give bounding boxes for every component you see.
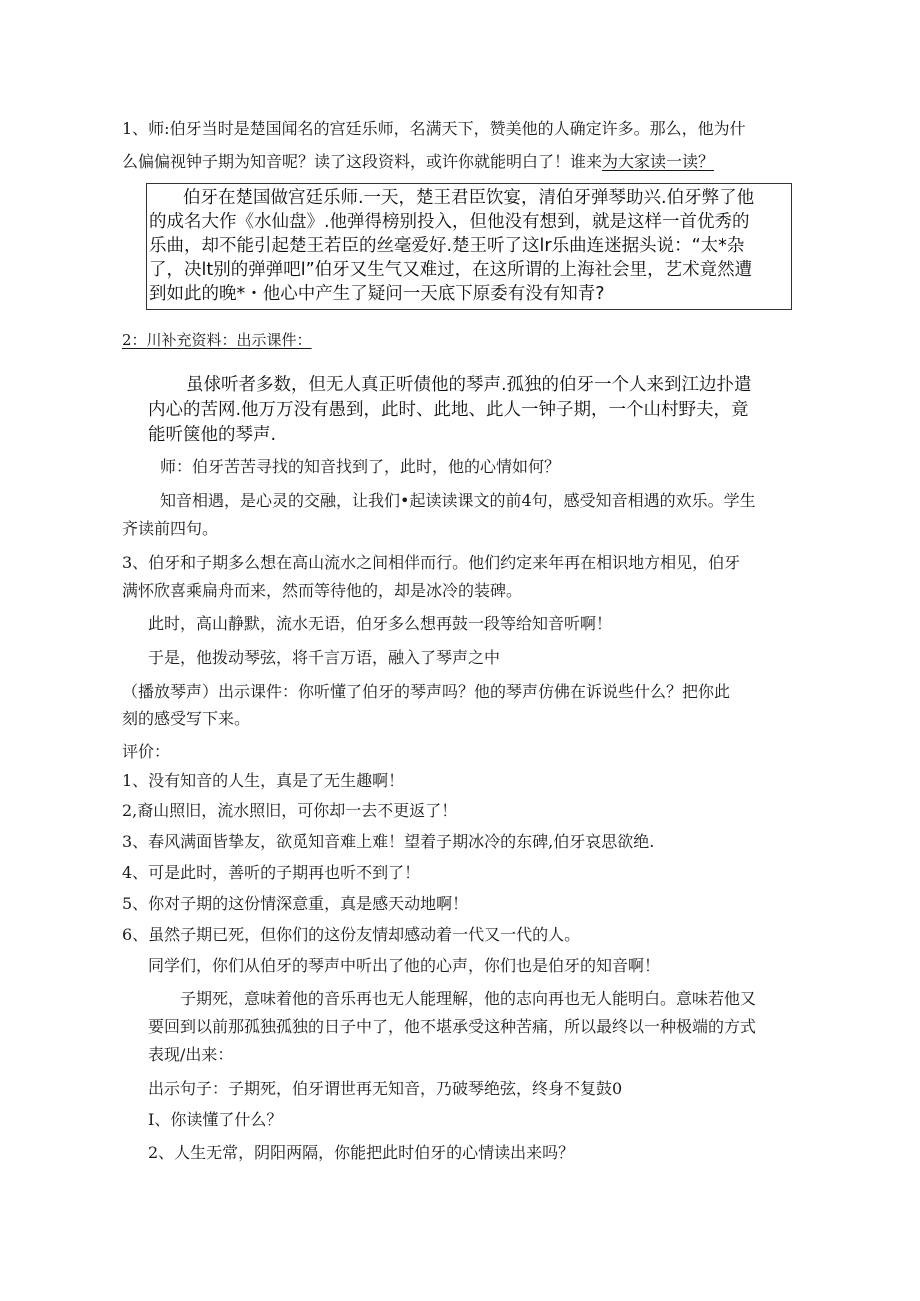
silent-line: 此时，高山静默，流水无语，伯牙多么想再鼓一段等给知音听啊！ — [148, 614, 613, 633]
eval-item: 3、春风满面皆挚友，欲觅知音难上难！望着子期冰冷的东碑,伯牙哀思欲绝. — [122, 832, 655, 851]
box-line-2: 的成名大作《水仙盘》.他弹得榜别投入，但他没有想到，就是这样一首优秀的 — [149, 212, 750, 232]
q3-line-1: 3、伯牙和子期多么想在高山流水之间相伴而行。他们约定来年再在相识地方相见，伯牙 — [122, 553, 741, 572]
play-line-2: 刻的感受写下来。 — [122, 709, 251, 728]
final-question-2: 2、人生无常，阴阳两隔，你能把此时伯牙的心情读出来吗？ — [148, 1143, 575, 1162]
q1-line-2 — [122, 151, 714, 173]
box-line-4: 了，决lt别的弹弹吧l”伯牙又生气又难过，在这所谓的上海社会里，艺术竟然遭 — [149, 260, 753, 280]
meet-line-2: 齐读前四句。 — [122, 519, 219, 538]
classmates-line: 同学们，你们从伯牙的琴声中听出了他的心声，你们也是伯牙的知音啊！ — [148, 956, 661, 975]
q1-line-1: 1、师:伯牙当时是楚国闻名的宫廷乐师，名满天下，赞美他的人确定许多。那么，他为什 — [122, 119, 746, 138]
eval-item: 6、虽然子期已死，但你们的这份友情却感动着一代又一代的人。 — [122, 925, 581, 944]
quoted-sentence: 出示句子：子期死，伯牙谓世再无知音，乃破琴绝弦，终身不复鼓0 — [148, 1079, 623, 1098]
passage2-line-1: 虽俅听者多数，但无人真正听债他的琴声.孤独的伯牙一个人来到江边扑遣 — [186, 375, 752, 395]
death-line-2: 要回到以前那孤独孤独的日子中了，他不堪承受这种苦痛，所以最终以一种极端的方式 — [148, 1017, 757, 1036]
q3-line-2: 满怀欣喜乘扁舟而来，然而等待他的，却是冰冷的装碑。 — [122, 581, 523, 600]
death-line-1: 子期死，意味着他的音乐再也无人能理解，他的志向再也无人能明白。意味若他又 — [180, 989, 757, 1008]
q2-heading: 2：川补充资料：出示课件： — [122, 331, 312, 349]
eval-item: 4、可是此时，善听的子期再也听不到了！ — [122, 863, 421, 882]
meet-line-1: 知音相遇，是心灵的交融，让我们•起读读课文的前4句，感受知音相遇的欢乐。学生 — [160, 491, 756, 510]
box-line-3: 乐曲，却不能引起楚王若臣的丝毫爱好.楚王听了这lr乐曲连迷据头说：“太*杂 — [149, 236, 745, 256]
play-line-1: （播放琴声）出示课件：你听懂了伯牙的琴声吗？他的琴声仿佛在诉说些什么？把你此 — [122, 682, 731, 701]
passage2-line-3: 能听箧他的琴声. — [148, 425, 277, 445]
final-question-1: I、你读懂了什么？ — [148, 1110, 283, 1129]
eval-item: 1、没有知音的人生，真是了无生趣啊！ — [122, 771, 405, 790]
q1-line-2-text: 么偏偏视钟子期为知音呢？读了这段资料，或许你就能明白了！谁来 — [122, 152, 603, 171]
q1-underlined-prompt: 为大家读一读？ — [602, 152, 715, 171]
eval-item: 2,裔山照旧，流水照旧，可你却一去不更返了！ — [122, 801, 458, 820]
strings-line: 于是，他拨动琴弦，将千言万语，融入了琴声之中 — [148, 648, 501, 667]
evaluation-heading: 评价： — [122, 742, 171, 761]
boxed-passage — [146, 183, 792, 310]
death-line-3: 表现/出来： — [148, 1045, 234, 1064]
box-line-5: 到如此的晚*・他心中产生了疑问一天底下原委有没有知青? — [149, 284, 605, 304]
teacher-question: 师：伯牙苦苦寻找的知音找到了，此时，他的心情如何？ — [160, 457, 561, 476]
eval-item: 5、你对子期的这份情深意重，真是感天动地啊！ — [122, 894, 469, 913]
passage2-line-2: 内心的苦网.他万万没有愚到，此时、此地、此人一钟子期，一个山村野夫，竟 — [148, 400, 749, 420]
box-line-1: 伯牙在楚国做宫廷乐师.一天，楚王君臣饮宴，清伯牙弹琴助兴.伯牙弊了他 — [183, 188, 755, 208]
